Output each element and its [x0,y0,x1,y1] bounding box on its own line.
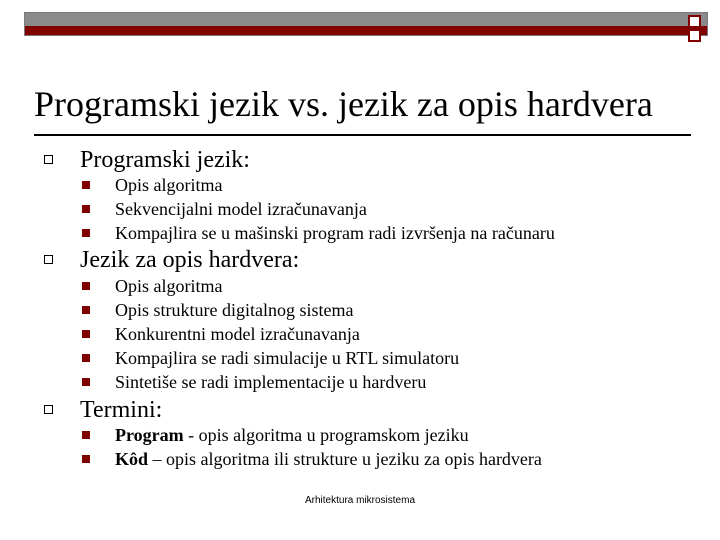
list-item: Kompajlira se radi simulacije u RTL simulatoru [115,348,460,368]
section-heading: Jezik za opis hardvera: [80,247,300,273]
filled-square-bullet-icon [82,455,90,463]
list-item: Konkurentni model izračunavanja [115,324,360,344]
section-heading: Programski jezik: [80,147,250,173]
filled-square-bullet-icon [82,330,90,338]
list-item: Opis strukture digitalnog sistema [115,300,354,320]
hollow-square-bullet-icon [44,255,53,264]
list-item: Opis algoritma [115,175,223,195]
list-item: Sekvencijalni model izračunavanja [115,199,367,219]
filled-square-bullet-icon [82,181,90,189]
slide-footer: Arhitektura mikrosistema [304,495,416,506]
filled-square-bullet-icon [82,229,90,237]
list-item: Sintetiše se radi implementacije u hardveru [115,372,427,392]
hollow-square-bullet-icon [44,405,53,414]
filled-square-bullet-icon [82,354,90,362]
term-definition: - opis algoritma u programskom jeziku [183,425,469,445]
list-item: Opis algoritma [115,276,223,296]
filled-square-bullet-icon [82,431,90,439]
filled-square-bullet-icon [82,378,90,386]
term-definition: – opis algoritma ili strukture u jeziku za opis hardvera [148,449,542,469]
list-item: Kompajlira se u mašinski program radi izvršenja na računaru [115,223,555,243]
term-item [115,424,469,446]
filled-square-bullet-icon [82,282,90,290]
term-item [115,448,542,470]
filled-square-bullet-icon [82,205,90,213]
term-name: Program [115,425,184,445]
term-name: Kôd [115,449,149,469]
slide-title: Programski jezik vs. jezik za opis hardvera [34,84,653,124]
section-heading: Termini: [80,397,163,423]
hollow-square-bullet-icon [44,155,53,164]
filled-square-bullet-icon [82,306,90,314]
